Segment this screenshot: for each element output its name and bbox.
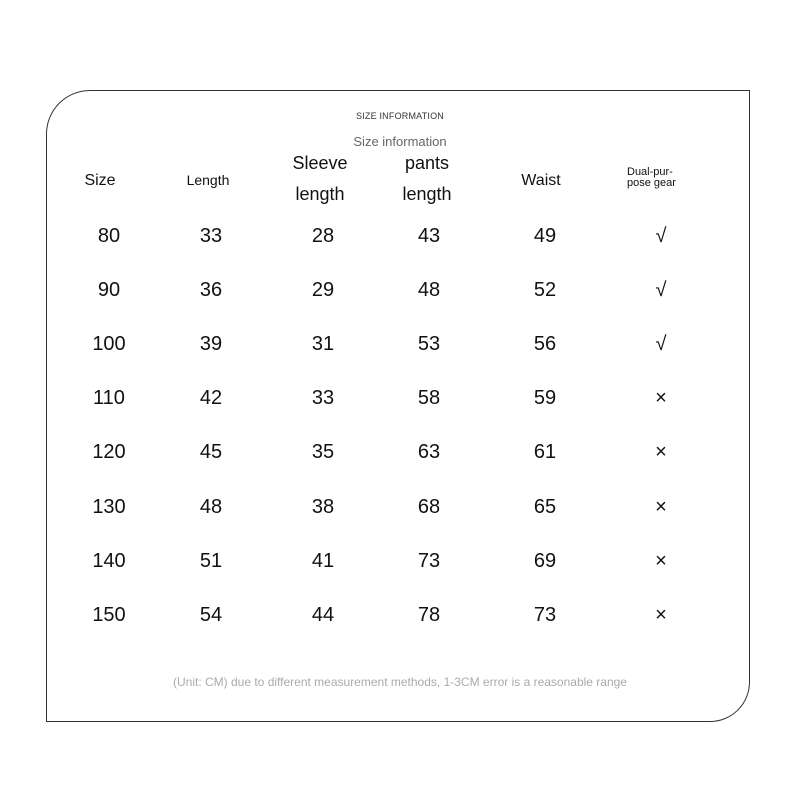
cell-pants: 73	[417, 550, 441, 572]
header-sleeve-length	[270, 148, 370, 210]
header-sleeve-line2: length	[295, 184, 345, 204]
cell-sleeve: 44	[311, 604, 335, 626]
cell-dual-check: √	[655, 333, 667, 355]
cell-sleeve: 28	[311, 225, 335, 247]
cell-waist: 61	[533, 441, 557, 463]
cell-dual-cross: ×	[655, 441, 667, 463]
cell-dual-check: √	[655, 225, 667, 247]
cell-size: 90	[97, 279, 121, 301]
cell-dual-cross: ×	[655, 604, 667, 626]
table-row	[0, 383, 800, 413]
cell-waist: 65	[533, 496, 557, 518]
cell-dual-check: √	[655, 279, 667, 301]
size-information-title: SIZE INFORMATION	[355, 111, 445, 121]
cell-size: 80	[97, 225, 121, 247]
cell-length: 33	[199, 225, 223, 247]
cell-waist: 59	[533, 387, 557, 409]
cell-waist: 49	[533, 225, 557, 247]
cell-pants: 78	[417, 604, 441, 626]
measurement-footnote: (Unit: CM) due to different measurement methods, 1-3CM error is a reasonable range	[173, 675, 627, 689]
cell-size: 150	[92, 604, 126, 626]
cell-waist: 69	[533, 550, 557, 572]
cell-pants: 63	[417, 441, 441, 463]
cell-dual-cross: ×	[655, 496, 667, 518]
table-row	[0, 492, 800, 522]
size-information-subtitle: Size information	[353, 134, 447, 149]
cell-pants: 48	[417, 279, 441, 301]
cell-length: 51	[199, 550, 223, 572]
cell-size: 140	[92, 550, 126, 572]
cell-waist: 73	[533, 604, 557, 626]
table-row	[0, 546, 800, 576]
cell-pants: 58	[417, 387, 441, 409]
cell-sleeve: 31	[311, 333, 335, 355]
header-size: Size	[84, 172, 116, 189]
cell-sleeve: 29	[311, 279, 335, 301]
cell-sleeve: 41	[311, 550, 335, 572]
cell-length: 36	[199, 279, 223, 301]
cell-pants: 43	[417, 225, 441, 247]
header-dual-line2: pose gear	[627, 177, 676, 189]
header-pants-line1: pants	[404, 153, 450, 173]
cell-length: 39	[199, 333, 223, 355]
cell-size: 120	[92, 441, 126, 463]
cell-size: 100	[92, 333, 126, 355]
header-sleeve-line1: Sleeve	[292, 153, 348, 173]
cell-waist: 52	[533, 279, 557, 301]
cell-length: 48	[199, 496, 223, 518]
cell-dual-cross: ×	[655, 550, 667, 572]
cell-pants: 53	[417, 333, 441, 355]
table-row	[0, 275, 800, 305]
cell-sleeve: 33	[311, 387, 335, 409]
header-dual-purpose-gear	[627, 167, 707, 189]
cell-waist: 56	[533, 333, 557, 355]
cell-dual-cross: ×	[655, 387, 667, 409]
cell-sleeve: 38	[311, 496, 335, 518]
cell-size: 110	[93, 387, 125, 409]
cell-length: 45	[199, 441, 223, 463]
table-row	[0, 437, 800, 467]
table-row	[0, 329, 800, 359]
header-length: Length	[186, 172, 230, 188]
header-pants-length	[377, 148, 477, 210]
cell-size: 130	[92, 496, 126, 518]
header-waist: Waist	[521, 172, 561, 189]
cell-length: 54	[199, 604, 223, 626]
table-row	[0, 221, 800, 251]
cell-pants: 68	[417, 496, 441, 518]
header-pants-line2: length	[402, 184, 452, 204]
cell-sleeve: 35	[311, 441, 335, 463]
cell-length: 42	[199, 387, 223, 409]
header-dual-line1: Dual-pur-	[627, 166, 673, 178]
table-row	[0, 600, 800, 630]
